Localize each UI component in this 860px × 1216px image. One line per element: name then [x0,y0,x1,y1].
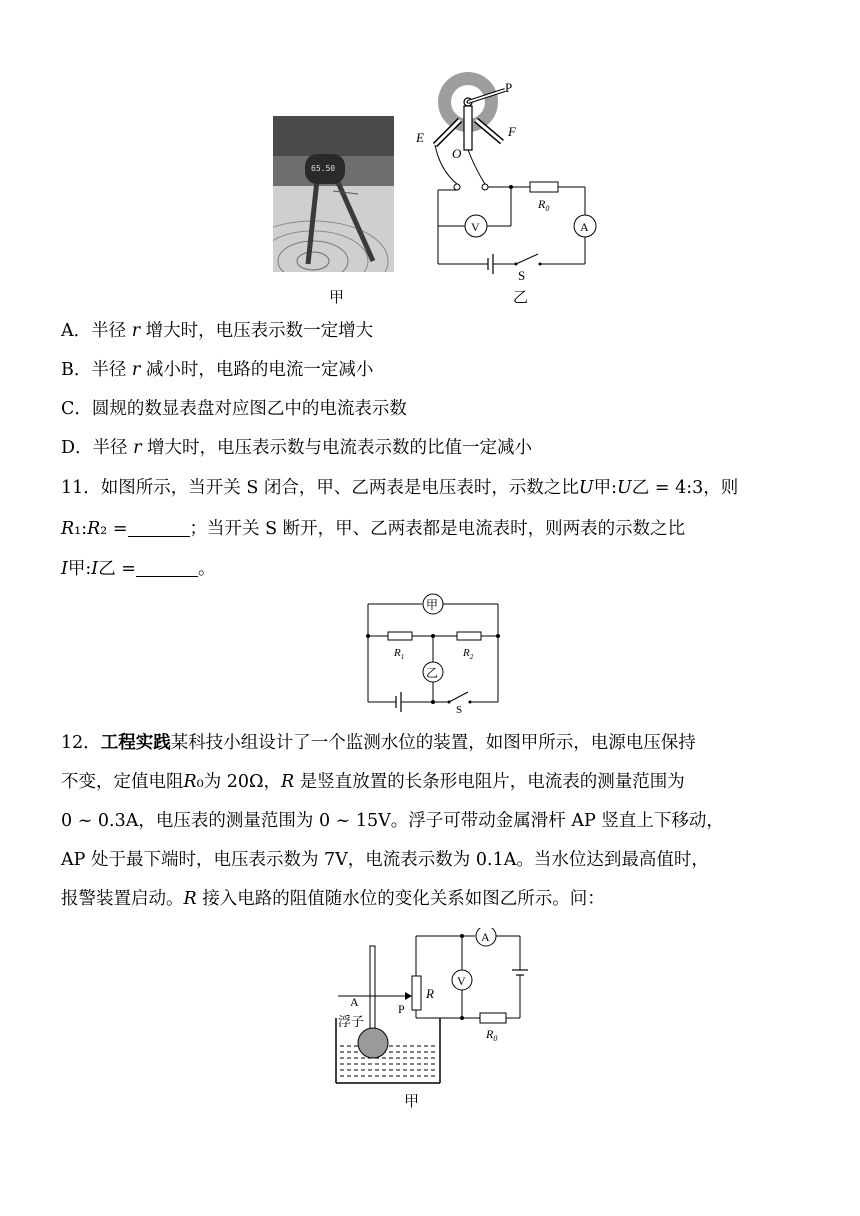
switch-s: S [456,704,463,714]
switch-label: S [518,268,526,280]
q11-line1 [61,477,738,499]
ammeter-label: A [580,220,589,234]
label-float: 浮子 [338,1014,365,1029]
q11-circuit [360,592,505,714]
q11-line1-b: ，则 [703,478,739,498]
q11-i-ratio: 𝐼甲:𝐼乙 = [61,559,136,579]
q12-line5: 报警装置启动。𝑅 接入电路的阻值随水位的变化关系如图乙所示。问： [61,889,605,909]
meter-jia: 甲 [426,598,439,612]
q11-line3 [61,558,215,580]
q11-blank-2[interactable] [136,560,198,577]
q11-line2-b: ；当开关 S 断开，甲、乙两表都是电流表时，则两表的示数之比 [189,519,686,539]
option-c: C．圆规的数显表盘对应图乙中的电流表示数 [61,399,407,419]
voltmeter-label: V [471,220,480,234]
label-F: F [508,124,516,139]
option-a: A．半径 𝑟 增大时，电压表示数一定增大 [61,321,374,341]
q12-water-level-device [330,928,535,1088]
q12-line2: 不变，定值电阻𝑅₀为 20Ω，𝑅 是竖直放置的长条形电阻片，电流表的测量范围为 [61,772,685,792]
q12-num: 12． [61,733,101,753]
q12-figure-caption: 甲 [404,1092,420,1110]
label-r1: $R_1$ [394,647,405,661]
q12-line3: 0 ~ 0.3A，电压表的测量范围为 0 ~ 15V。浮子可带动金属滑杆 AP 竖直上下移动， [61,811,724,831]
q12-tag: 工程实践 [100,733,171,753]
label-R0: $R_0$ [486,1027,498,1043]
q11-line2 [61,518,685,540]
q11-ratio-u: 𝑈甲:𝑈乙 = 4:3 [578,478,704,498]
compass-photo [273,116,394,272]
photo-display: 65.50 [311,164,336,173]
circuit-caption: 乙 [513,288,529,306]
q11-r-ratio: 𝑅₁:𝑅₂ = [61,519,128,539]
label-P: P [398,1002,405,1016]
label-A: A [350,995,359,1009]
option-d: D．半径 𝑟 增大时，电压表示数与电流表示数的比值一定减小 [61,438,533,458]
option-b: B．半径 𝑟 减小时，电路的电流一定减小 [61,360,374,380]
q12-line1 [61,732,696,754]
meter-yi: 乙 [426,666,439,680]
photo-caption: 甲 [329,288,345,306]
circuit-yi [410,70,600,280]
label-E: E [416,130,424,145]
q12-voltmeter: V [457,974,466,988]
q11-line1-a: 11．如图所示，当开关 S 闭合，甲、乙两表是电压表时，示数之比 [61,478,579,498]
q12-ammeter: A [481,930,490,944]
label-R: R [426,986,434,1001]
q12-l1: 某科技小组设计了一个监测水位的装置，如图甲所示，电源电压保持 [170,733,696,753]
label-r2: $R_2$ [463,647,474,661]
label-P: P [505,80,513,95]
q11-blank-1[interactable] [128,520,190,537]
q11-line3-b: 。 [197,559,216,579]
label-O: O [452,146,462,161]
q12-line4: AP 处于最下端时，电压表示数为 7V，电流表示数为 0.1A。当水位达到最高值时， [61,850,709,870]
label-R0: $R_0$ [538,197,550,213]
